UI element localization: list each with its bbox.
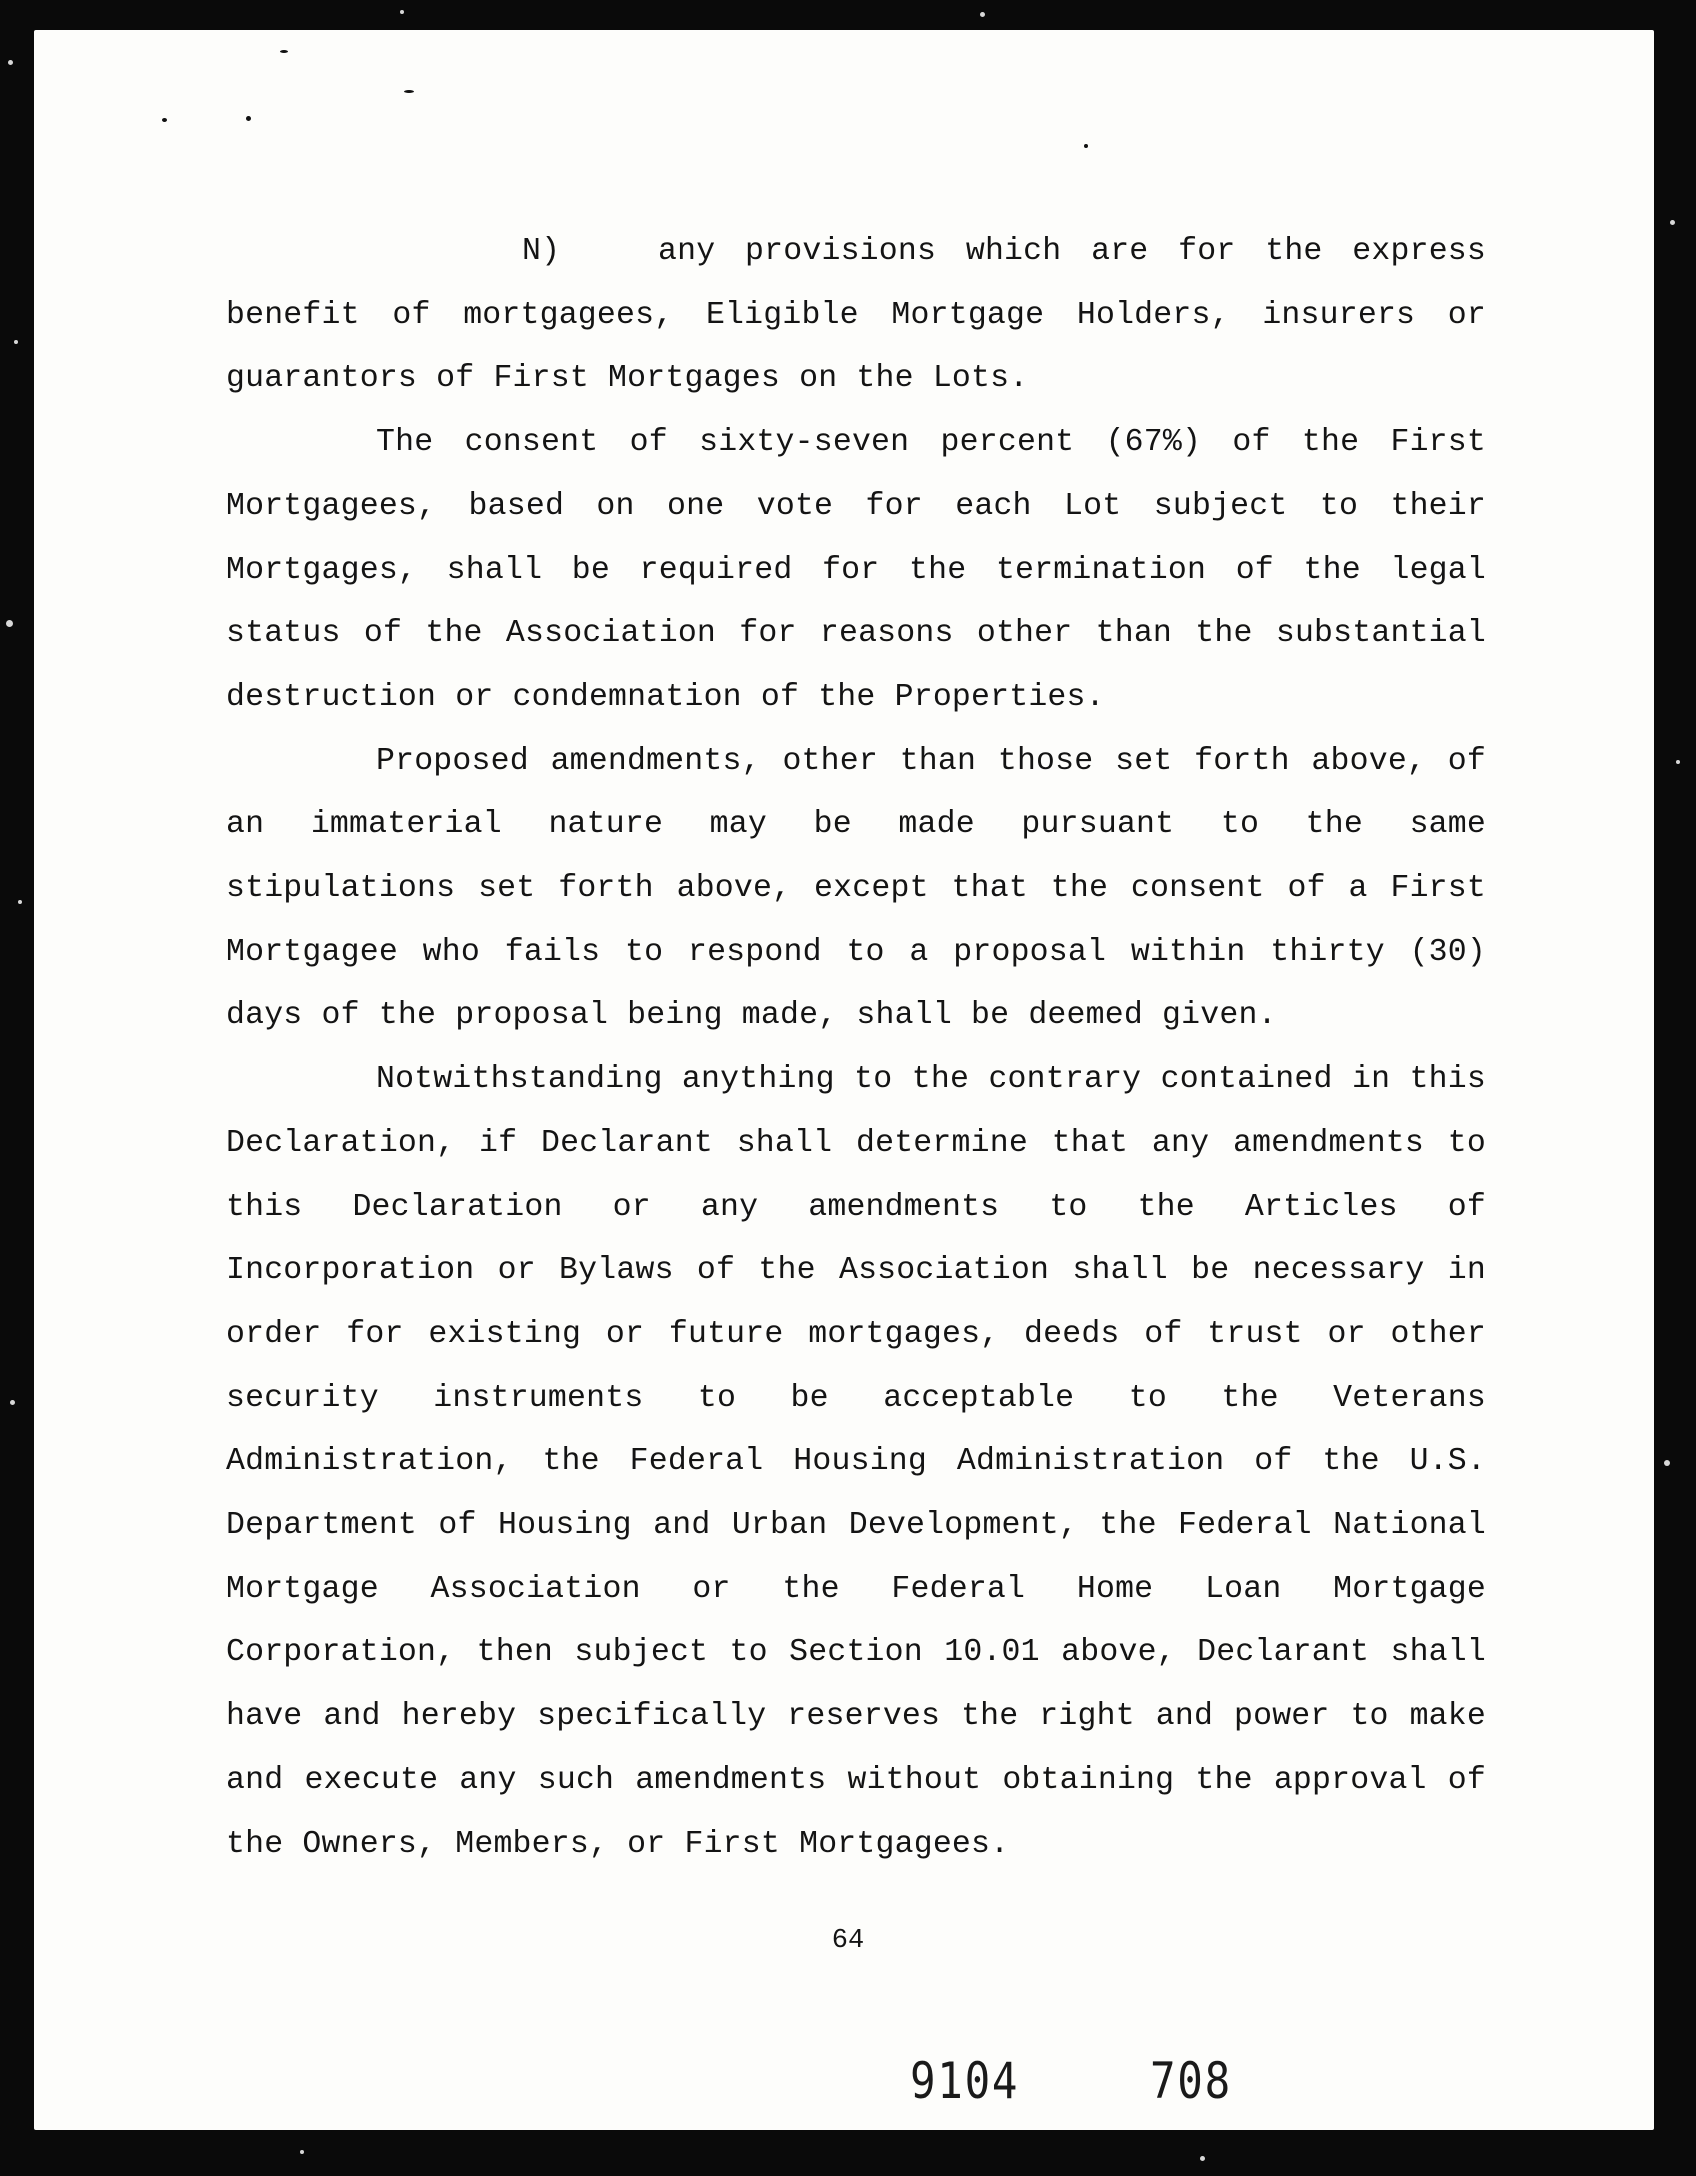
scan-noise <box>980 12 985 17</box>
scan-noise <box>18 900 22 904</box>
scan-noise <box>1676 760 1680 764</box>
page-number: 64 <box>831 1926 865 1956</box>
document-body <box>226 220 1486 1876</box>
scan-noise <box>1200 2156 1205 2161</box>
paragraph: The consent of sixty-seven percent (67%) of the First Mortgagees, based on one vote for each Lot subject to their Mortgages, shall be required for the termination of the legal status of the Association for reasons other than the substantial destruction or condemnation of the Properties. <box>226 425 1486 715</box>
scan-mark <box>404 90 414 93</box>
scan-noise <box>8 60 13 65</box>
recording-stamp-page: 708 <box>1150 2052 1232 2110</box>
scan-noise <box>14 340 18 344</box>
scan-noise <box>300 2150 304 2154</box>
scan-noise <box>6 620 13 627</box>
scan-noise <box>1670 220 1675 225</box>
scan-noise <box>10 1400 15 1405</box>
scan-mark <box>1084 144 1088 148</box>
paragraph: Proposed amendments, other than those set forth above, of an immaterial nature may be made pursuant to the same stipulations set forth above, except that the consent of a First Mortgagee who fails to respond to a proposal within thirty (30) days of the proposal being made, shall be deemed given. <box>226 743 1486 1034</box>
provision-n <box>226 220 1486 411</box>
scan-mark <box>162 118 167 122</box>
item-text: any provisions which are for the express benefit of mortgagees, Eligible Mortgage Holders, insurers or guarantors of First Mortgages on the Lots. <box>226 234 1486 397</box>
scan-mark <box>246 116 251 121</box>
scan-mark <box>280 50 288 53</box>
paragraph: Notwithstanding anything to the contrary contained in this Declaration, if Declarant shall determine that any amendments to this Declaration or any amendments to the Articles of Incorporation or Bylaws of the Association shall be necessary in order for existing or future mortgages, deeds of trust or other security instruments to be acceptable to the Veterans Administration, the Federal Housing Administration of the U.S. Department of Housing and Urban Development, the Federal National Mortgage Association or the Federal Home Loan Mortgage Corporation, then subject to Section 10.01 above, Declarant shall have and hereby specifically reserves the right and power to make and execute any such amendments without obtaining the approval of the Owners, Members, or First Mortgagees. <box>226 1062 1486 1862</box>
recording-stamp-book: 9104 <box>910 2052 1020 2110</box>
scan-noise <box>1664 1460 1670 1466</box>
scan-noise <box>400 10 404 14</box>
item-label: N) <box>522 234 561 269</box>
